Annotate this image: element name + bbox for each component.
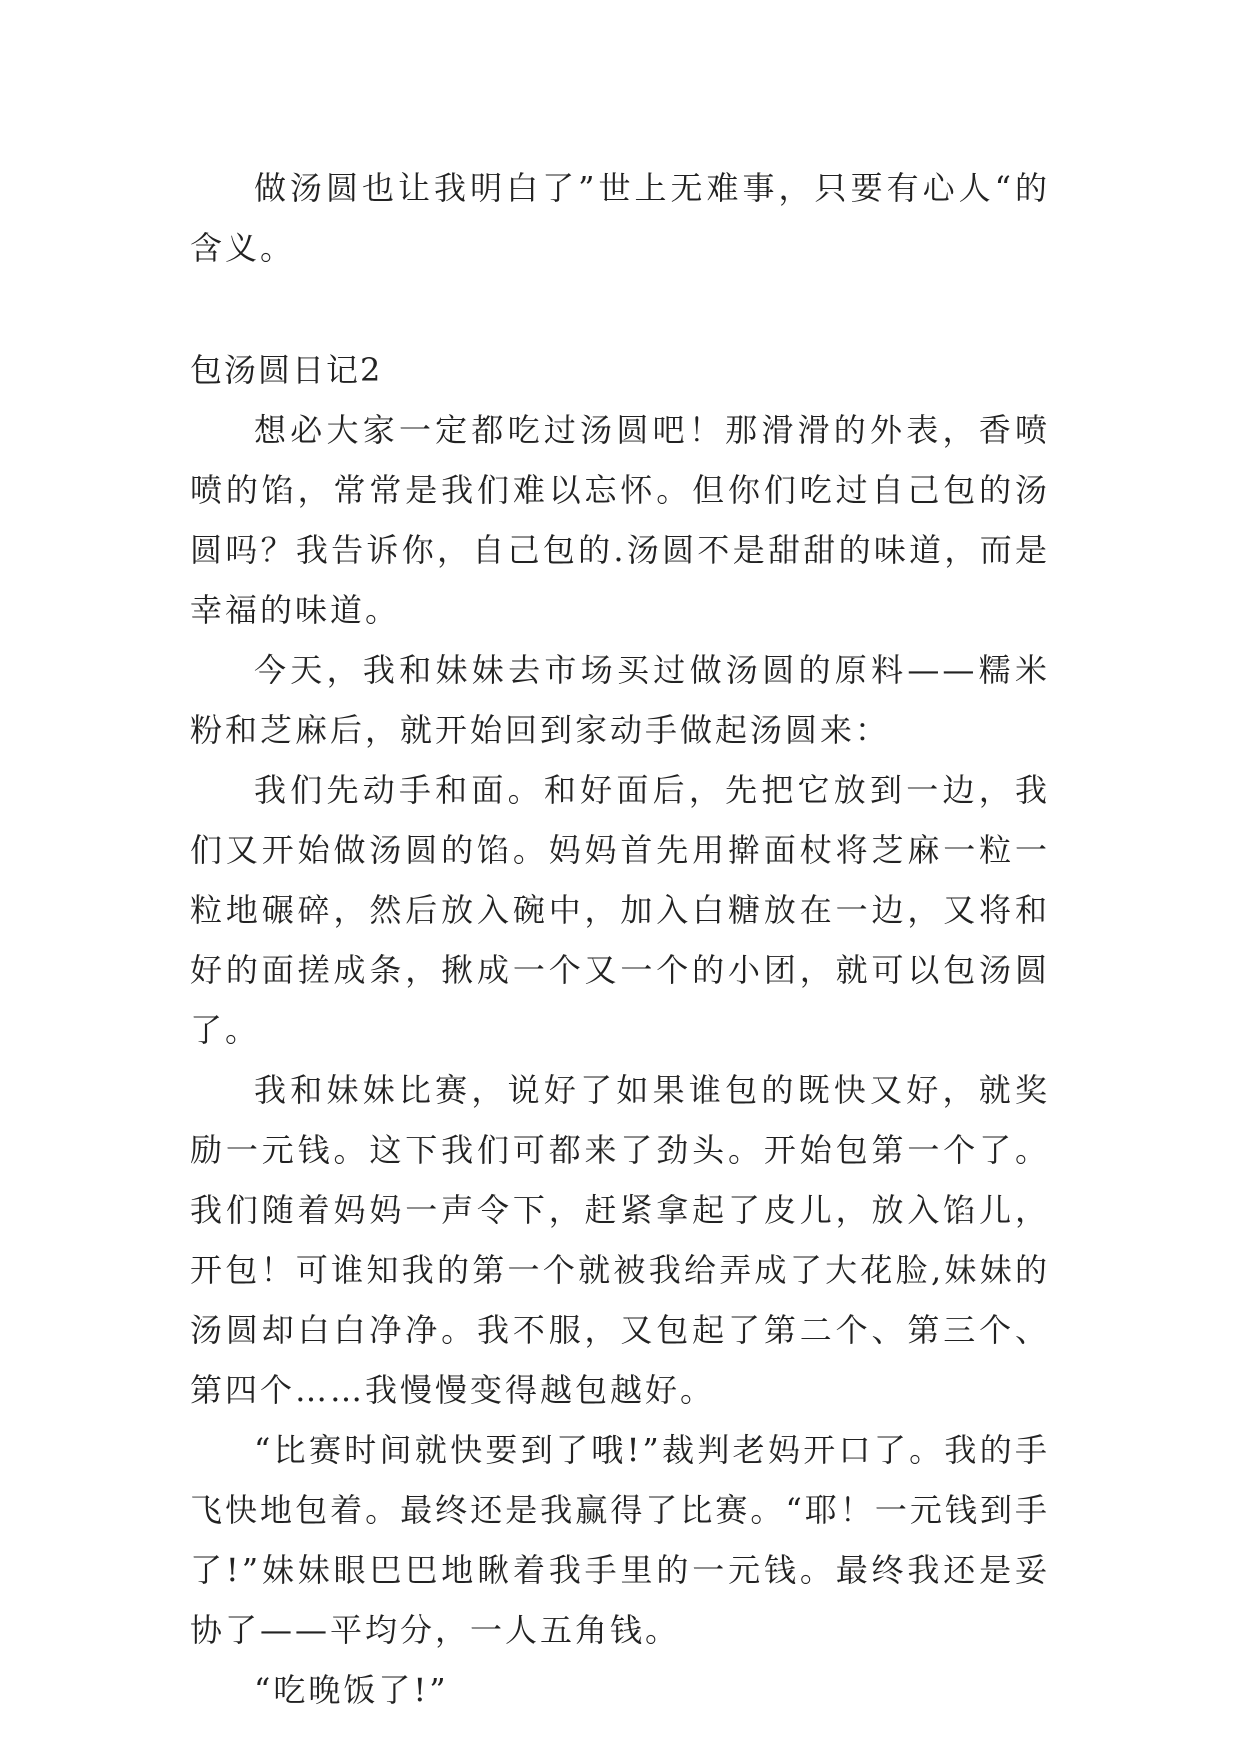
body-paragraph-5: “比赛时间就快要到了哦!”裁判老妈开口了。我的手飞快地包着。最终还是我赢得了比赛。“耶！一元钱到手了!”妹妹眼巴巴地瞅着我手里的一元钱。最终我还是妥协了——平均分，一人五角钱。 [190, 1431, 1050, 1649]
section-title: 包汤圆日记2 [190, 351, 383, 389]
paragraph-spacer [190, 278, 1050, 340]
body-paragraph-3: 我们先动手和面。和好面后，先把它放到一边，我们又开始做汤圆的馅。妈妈首先用擀面杖将芝麻一粒一粒地碾碎，然后放入碗中，加入白糖放在一边，又将和好的面搓成条，揪成一个又一个的小团，就可以包汤圆了。 [190, 771, 1050, 1049]
body-paragraph-1: 想必大家一定都吃过汤圆吧！那滑滑的外表，香喷喷的馅，常常是我们难以忘怀。但你们吃过自己包的汤圆吗？我告诉你，自己包的.汤圆不是甜甜的味道，而是幸福的味道。 [190, 411, 1050, 629]
document-page [190, 158, 1050, 1720]
body-paragraph-4: 我和妹妹比赛，说好了如果谁包的既快又好，就奖励一元钱。这下我们可都来了劲头。开始包第一个了。我们随着妈妈一声令下，赶紧拿起了皮儿，放入馅儿，开包！可谁知我的第一个就被我给弄成了大花脸,妹妹的汤圆却白白净净。我不服，又包起了第二个、第三个、第四个……我慢慢变得越包越好。 [190, 1071, 1050, 1409]
intro-paragraph: 做汤圆也让我明白了”世上无难事，只要有心人“的含义。 [190, 169, 1050, 267]
body-paragraph-6: “吃晚饭了!” [254, 1671, 449, 1709]
body-paragraph-2: 今天，我和妹妹去市场买过做汤圆的原料——糯米粉和芝麻后，就开始回到家动手做起汤圆来： [190, 651, 1050, 749]
